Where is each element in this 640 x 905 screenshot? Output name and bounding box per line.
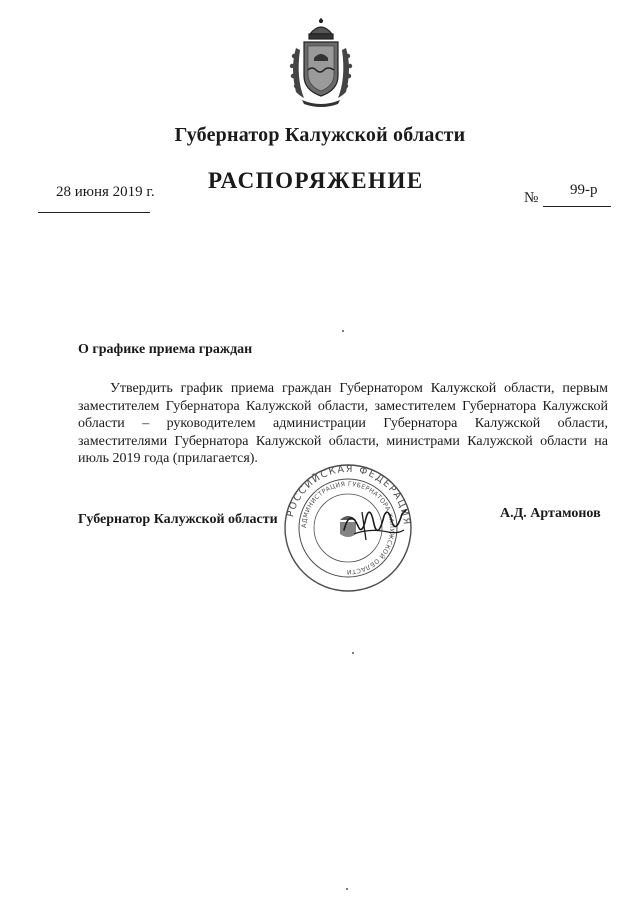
number-underline [543,206,611,207]
document-number: 99-р [570,182,598,198]
svg-text:АДМИНИСТРАЦИЯ ГУБЕРНАТОРА КАЛУ: АДМИНИСТРАЦИЯ ГУБЕРНАТОРА КАЛУЖСКОЙ ОБЛАСТИ [300,480,396,576]
document-subject: О графике приема граждан [78,342,253,357]
document-type-title: РАСПОРЯЖЕНИЕ [208,168,424,193]
coat-of-arms-icon [286,18,356,110]
date-underline [38,212,150,213]
svg-text:РОССИЙСКАЯ ФЕДЕРАЦИЯ: РОССИЙСКАЯ ФЕДЕРАЦИЯ [285,463,413,527]
issuing-authority: Губернатор Калужской области [174,124,466,146]
handwritten-signature-icon [340,500,410,544]
scan-speck [352,652,354,654]
signatory-name: А.Д. Артамонов [500,506,601,521]
document-date: 28 июня 2019 г. [56,184,155,200]
document-body [78,380,608,468]
body-paragraph: Утвердить график приема граждан Губернатором Калужской области, первым заместителем Губернатора Калужской области, заместителем Губернатора Калужской области – руководителем администрации Губернатора Калужской области, заместителями Губернатора Калужской области, министрами Калужской области на июль 2019 года (прилагается). [78,381,608,466]
scan-speck [346,888,348,890]
number-sign: № [524,190,539,206]
scan-speck [342,330,344,332]
signatory-title: Губернатор Калужской области [78,512,278,527]
